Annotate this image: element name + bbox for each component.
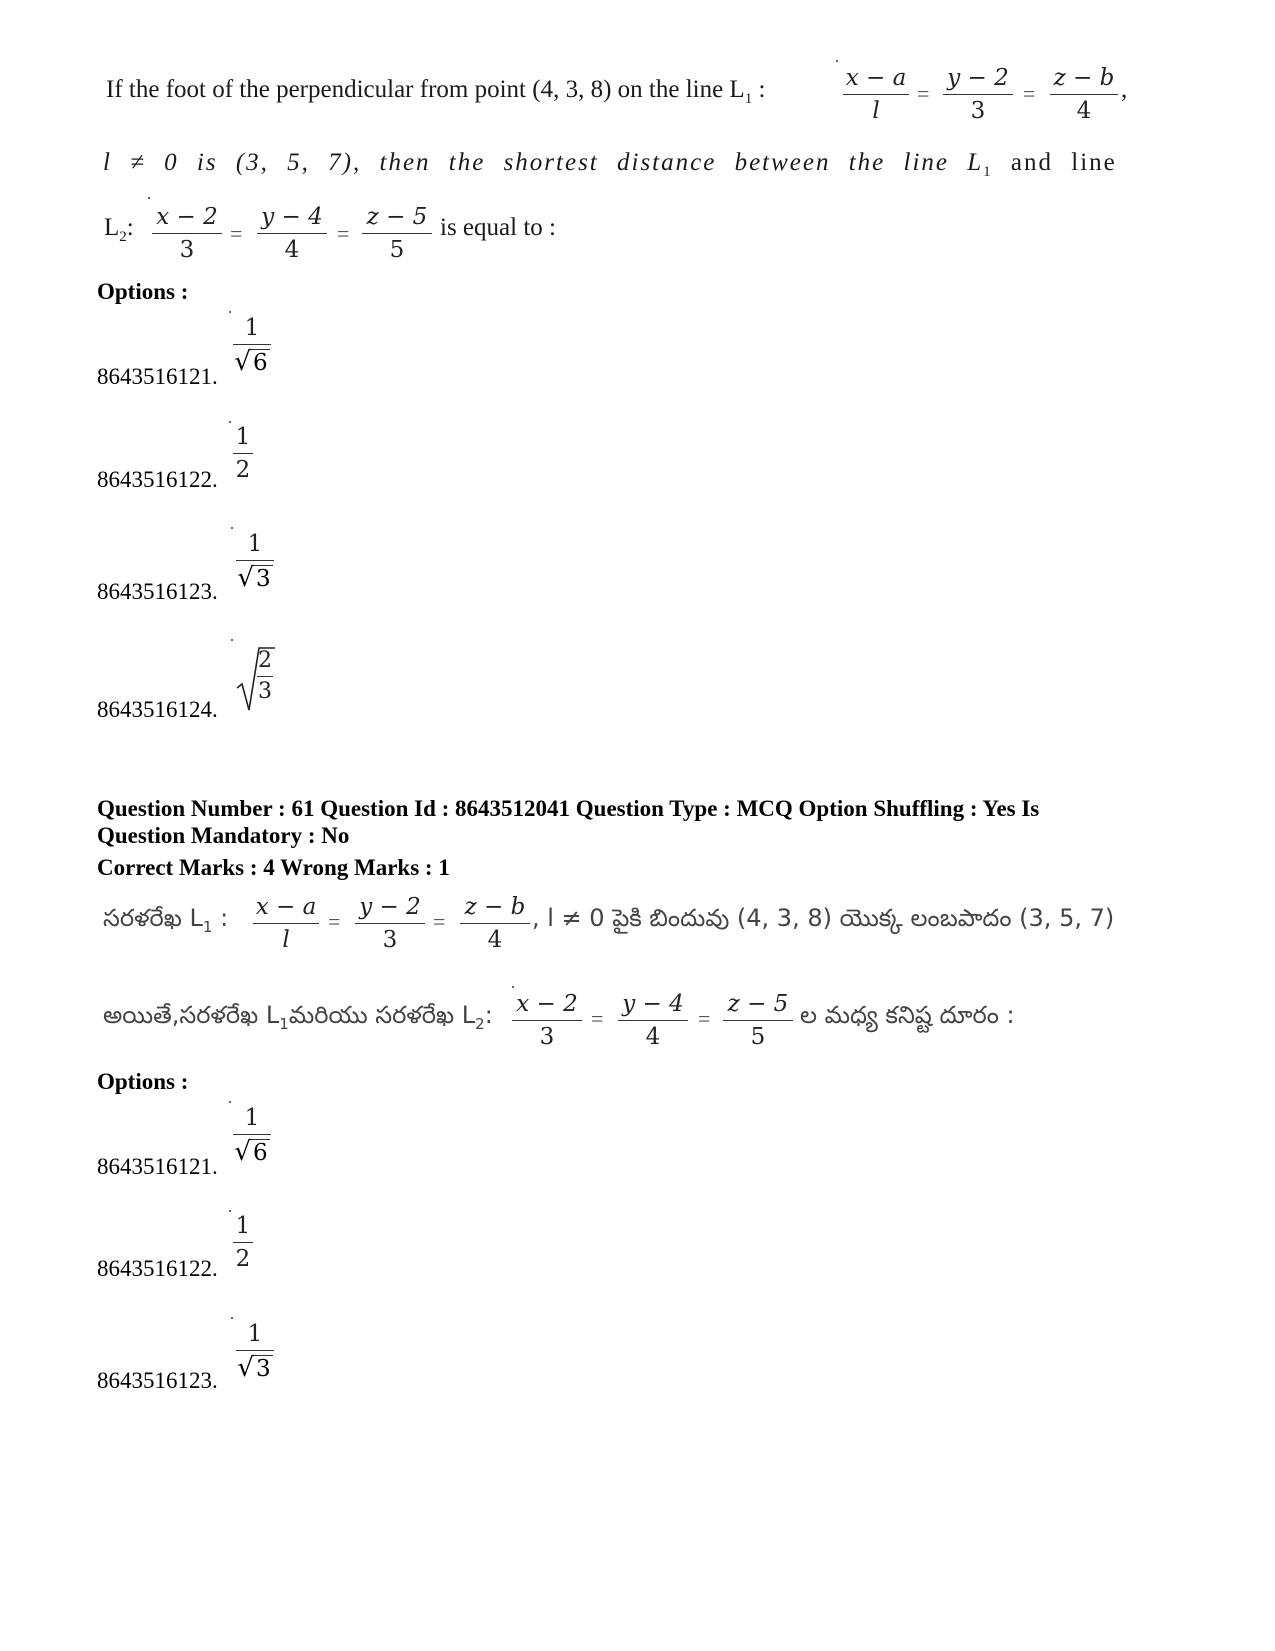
scan-speck bbox=[229, 311, 231, 313]
scan-speck bbox=[231, 527, 233, 529]
option-value-1-over-sqrt6[interactable]: 1 √ 6 bbox=[233, 314, 271, 377]
question-meta-line-2: Question Mandatory : No bbox=[97, 823, 350, 848]
fraction-x-minus-a-over-l: x − a l bbox=[843, 64, 909, 125]
question-meta-line-1: Question Number : 61 Question Id : 8643512041 Question Type : MCQ Option Shuffling : Yes Is bbox=[97, 796, 1040, 821]
equals-sign: = bbox=[591, 1006, 604, 1031]
fraction-y-minus-4-over-4: y − 4 4 bbox=[257, 203, 327, 264]
option-id[interactable]: 8643516123. bbox=[97, 1368, 218, 1393]
fraction-x-minus-a-over-l: x − a l bbox=[253, 893, 319, 954]
telugu-line-2-start: అయితే,సరళరేఖ $L_1మరియు$ సరళరేఖ $L_2$: bbox=[103, 1001, 493, 1033]
scan-speck bbox=[148, 197, 150, 199]
fraction-x-minus-2-over-3: x − 2 3 bbox=[152, 203, 222, 264]
question-marks: Correct Marks : 4 Wrong Marks : 1 bbox=[97, 855, 450, 880]
option-id[interactable]: 8643516124. bbox=[97, 697, 218, 722]
comma: , bbox=[1121, 76, 1128, 103]
option-id[interactable]: 8643516123. bbox=[97, 579, 218, 604]
scan-speck bbox=[836, 60, 838, 62]
telugu-line-2-end: ల మధ్య కనిష్ట దూరం : bbox=[800, 1001, 1015, 1029]
option-id[interactable]: 8643516121. bbox=[97, 364, 218, 389]
fraction-z-minus-5-over-5: z − 5 5 bbox=[723, 990, 793, 1051]
line-l2-label: $L_2$: bbox=[104, 214, 134, 245]
scan-speck bbox=[229, 1210, 231, 1212]
question-tail: is equal to : bbox=[440, 214, 556, 241]
option-value-1-over-2[interactable]: 1 2 bbox=[233, 1212, 253, 1273]
options-heading: Options : bbox=[97, 1069, 189, 1094]
scan-speck bbox=[229, 421, 231, 423]
options-heading: Options : bbox=[97, 279, 189, 304]
inner-fraction: 2 3 bbox=[258, 648, 272, 705]
fraction-z-minus-b-over-4: z − b 4 bbox=[460, 893, 530, 954]
equals-sign: = bbox=[433, 909, 446, 934]
option-value-1-over-sqrt6[interactable]: 1 √ 6 bbox=[233, 1104, 271, 1167]
equals-sign: = bbox=[917, 81, 930, 106]
equals-sign: = bbox=[328, 909, 341, 934]
option-value-1-over-sqrt3[interactable]: 1 √ 3 bbox=[236, 1320, 274, 1383]
fraction-x-minus-2-over-3: x − 2 3 bbox=[512, 990, 582, 1051]
telugu-line-1-start: సరళరేఖ $L_1$ : bbox=[103, 904, 229, 936]
option-value-1-over-sqrt3[interactable]: 1 √ 3 bbox=[236, 530, 274, 593]
option-value-1-over-2[interactable]: 1 2 bbox=[233, 423, 253, 484]
equals-sign: = bbox=[230, 221, 243, 246]
fraction-y-minus-2-over-3: y − 2 3 bbox=[355, 893, 425, 954]
fraction-y-minus-2-over-3: y − 2 3 bbox=[943, 64, 1013, 125]
option-id[interactable]: 8643516122. bbox=[97, 1256, 218, 1281]
question-line-2: l ≠ 0 is (3, 5, 7), then the shortest distance between the line $L_1$ and line bbox=[103, 149, 1117, 180]
telugu-line-1-end: , l ≠ 0 పైకి బిందువు (4, 3, 8) యొక్క లంబపాదం (3, 5, 7) bbox=[532, 904, 1115, 932]
scan-speck bbox=[231, 639, 233, 641]
equals-sign: = bbox=[698, 1006, 711, 1031]
equals-sign: = bbox=[337, 221, 350, 246]
fraction-z-minus-5-over-5: z − 5 5 bbox=[362, 203, 432, 264]
option-id[interactable]: 8643516121. bbox=[97, 1154, 218, 1179]
scan-speck bbox=[229, 1101, 231, 1103]
option-id[interactable]: 8643516122. bbox=[97, 467, 218, 492]
fraction-y-minus-4-over-4: y − 4 4 bbox=[618, 990, 688, 1051]
fraction-z-minus-b-over-4: z − b 4 bbox=[1050, 64, 1118, 125]
equals-sign: = bbox=[1023, 81, 1036, 106]
scan-speck bbox=[231, 1317, 233, 1319]
question-line-1: If the foot of the perpendicular from point (4, 3, 8) on the line $L_1$ : bbox=[106, 76, 766, 107]
scan-speck bbox=[512, 986, 514, 988]
